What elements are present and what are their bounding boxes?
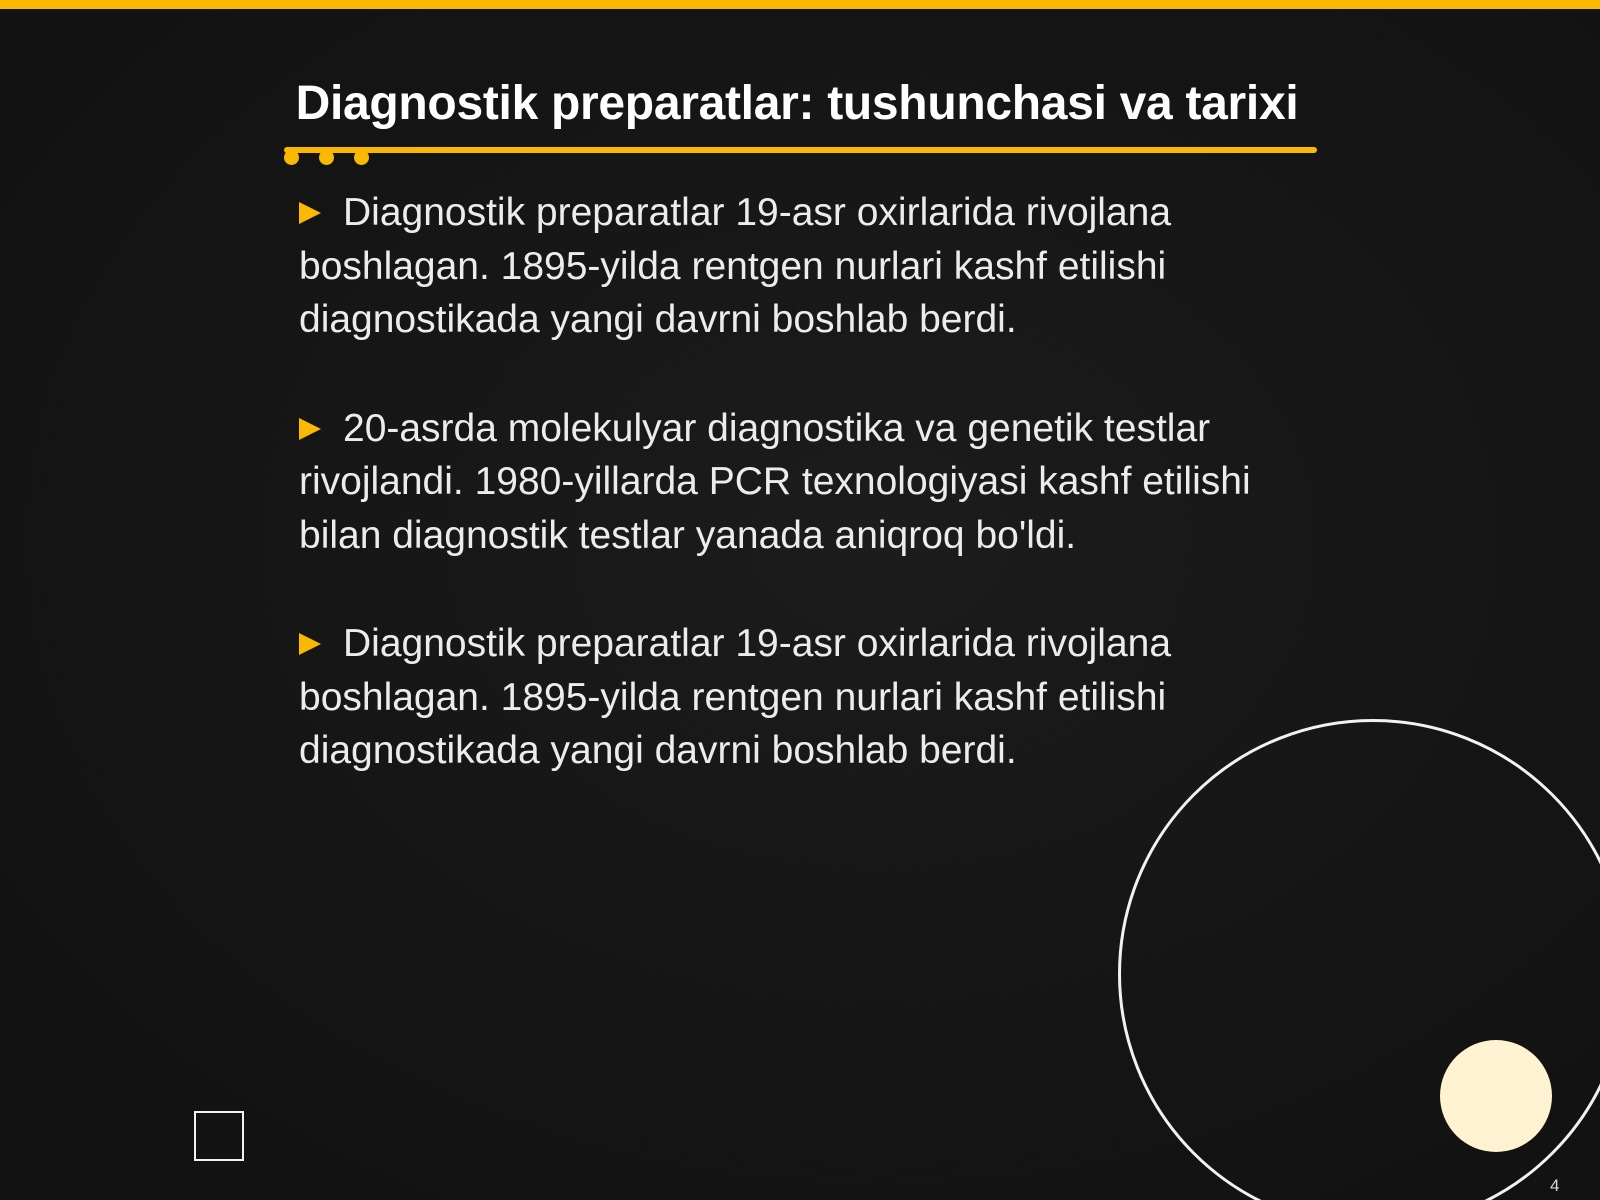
- decorative-square: [194, 1111, 244, 1161]
- triangle-right-icon: [299, 202, 321, 224]
- bullet-list: [299, 186, 1309, 833]
- bullet-item-1: [299, 186, 1309, 347]
- page-number: 4: [1550, 1176, 1560, 1195]
- bullet-item-3: [299, 617, 1309, 778]
- slide-title: Diagnostik preparatlar: tushunchasi va tarixi: [295, 77, 1299, 130]
- title-underline: [284, 147, 1317, 153]
- triangle-right-icon: [299, 633, 321, 655]
- top-accent-bar: [0, 0, 1600, 9]
- bullet-text-1: Diagnostik preparatlar 19-asr oxirlarida rivojlana boshlagan. 1895-yilda rentgen nurlari kashf etilishi diagnostikada yangi davrni boshlab berdi.: [299, 191, 1172, 341]
- bullet-item-2: [299, 402, 1309, 563]
- bullet-text-2: 20-asrda molekulyar diagnostika va genetik testlar rivojlandi. 1980-yillarda PCR texnologiyasi kashf etilishi bilan diagnostik testlar yanada aniqroq bo'ldi.: [299, 406, 1251, 557]
- bullet-text-3: Diagnostik preparatlar 19-asr oxirlarida rivojlana boshlagan. 1895-yilda rentgen nurlari kashf etilishi diagnostikada yangi davrni boshlab berdi.: [299, 622, 1172, 772]
- decorative-dot-2: [319, 150, 334, 165]
- triangle-right-icon: [299, 418, 321, 440]
- decorative-dot-1: [284, 150, 299, 165]
- decorative-circle-filled: [1440, 1040, 1552, 1152]
- decorative-dot-3: [354, 150, 369, 165]
